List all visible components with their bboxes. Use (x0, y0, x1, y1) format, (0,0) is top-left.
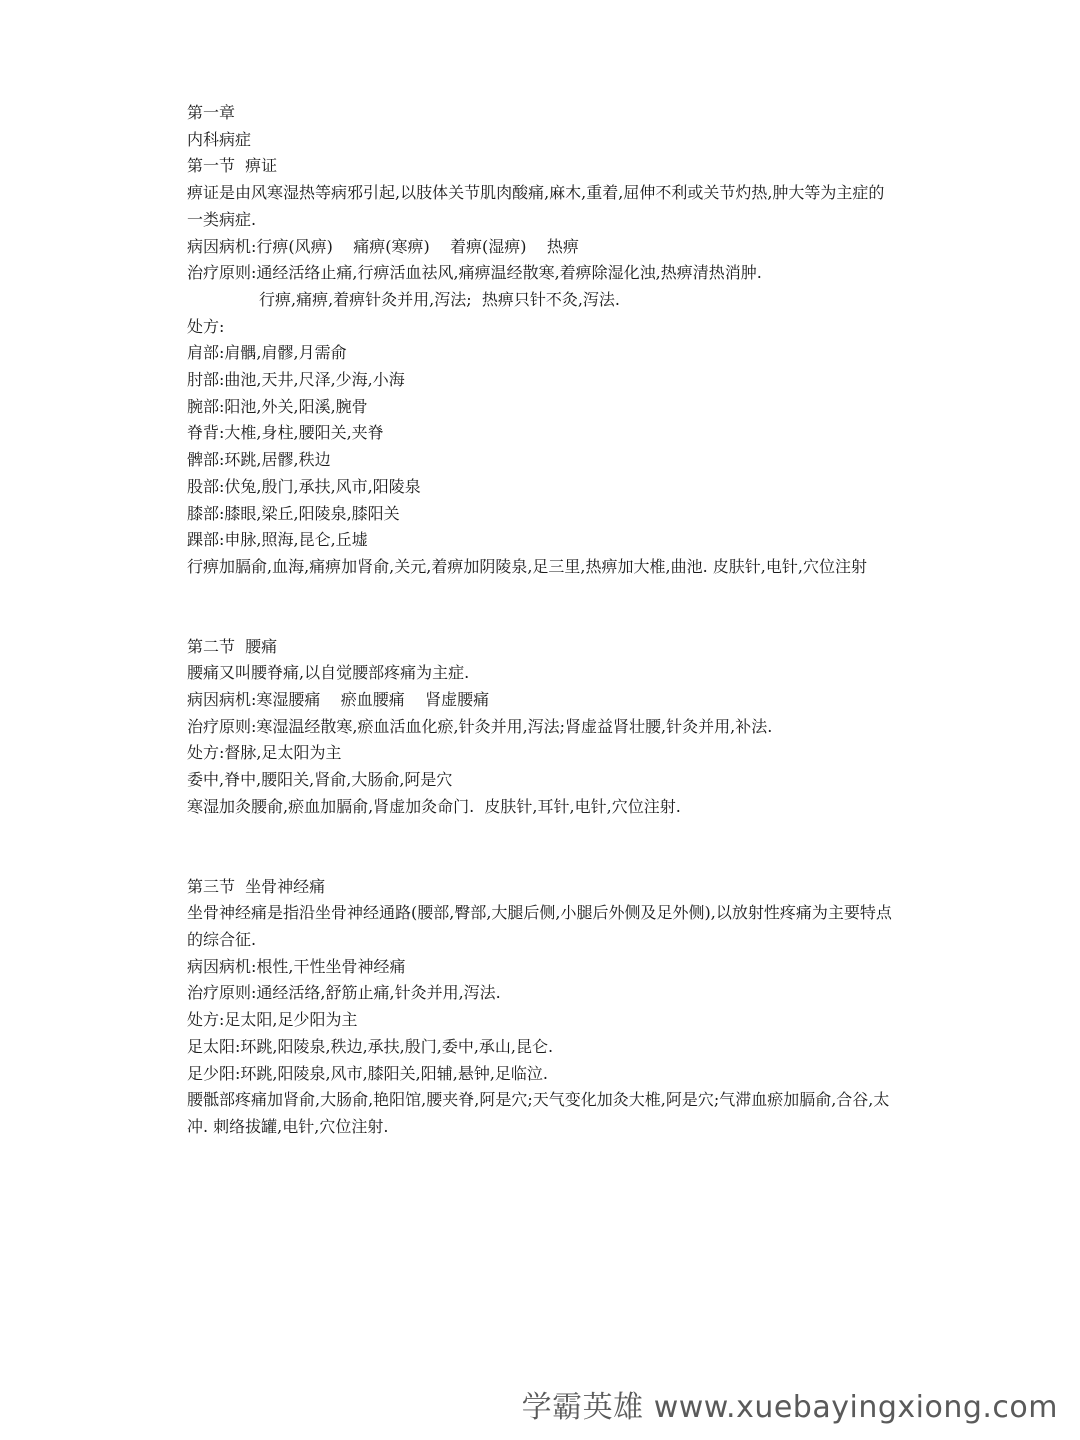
section-1-bi-syndrome (187, 153, 907, 580)
point-list-item: 脊背:大椎,身柱,腰阳关,夹脊 (187, 423, 384, 443)
section-3-prescription: 处方:足太阳,足少阳为主 (187, 1010, 358, 1030)
chapter-number: 第一章 (187, 103, 236, 122)
section-2-principle: 治疗原则:寒湿温经散寒,瘀血活血化瘀,针灸并用,泻法;肾虚益肾壮腰,针灸并用,补法. (187, 716, 773, 736)
section-3-principle: 治疗原则:通经活络,舒筋止痛,针灸并用,泻法. (187, 983, 501, 1003)
document-page (187, 100, 907, 1141)
section-1-heading: 第一节 痹证 (187, 156, 278, 176)
site-watermark: 学霸英雄 www.xuebayingxiong.com (521, 1390, 1058, 1425)
section-3-sciatica (187, 874, 907, 1141)
point-list-item: 踝部:申脉,照海,昆仑,丘墟 (187, 530, 368, 550)
section-2-heading: 第二节 腰痛 (187, 636, 278, 656)
section-1-principle-cont: 行痹,痛痹,着痹针灸并用,泻法; 热痹只针不灸,泻法. (259, 289, 620, 309)
point-list-item: 足太阳:环跳,阳陵泉,秩边,承扶,殷门,委中,承山,昆仑. (187, 1036, 554, 1056)
point-list-item: 股部:伏兔,殷门,承扶,风市,阳陵泉 (187, 476, 421, 496)
chapter-title: 内科病症 (187, 129, 252, 149)
section-1-additions: 行痹加膈俞,血海,痛痹加肾俞,关元,着痹加阴陵泉,足三里,热痹加大椎,曲池. 皮肤针,电针,穴位注射 (187, 556, 867, 576)
section-2-lumbago (187, 634, 907, 821)
section-2-prescription: 处方:督脉,足太阳为主 (187, 743, 342, 763)
section-3-definition: 坐骨神经痛是指沿坐骨神经通路(腰部,臀部,大腿后侧,小腿后外侧及足外侧),以放射性疼痛为主要特点的综合征. (187, 903, 892, 949)
point-list-item: 肩部:肩髃,肩髎,月需俞 (187, 343, 347, 363)
section-spacer (187, 821, 907, 874)
section-1-prescription-label: 处方: (187, 316, 225, 336)
point-list-item: 腕部:阳池,外关,阳溪,腕骨 (187, 396, 368, 416)
section-3-etiology: 病因病机:根性,干性坐骨神经痛 (187, 956, 406, 976)
section-2-etiology: 病因病机:寒湿腰痛 瘀血腰痛 肾虚腰痛 (187, 690, 490, 710)
section-2-definition: 腰痛又叫腰脊痛,以自觉腰部疼痛为主症. (187, 663, 470, 683)
section-2-additions: 寒湿加灸腰俞,瘀血加膈俞,肾虚加灸命门. 皮肤针,耳针,电针,穴位注射. (187, 796, 681, 816)
point-list-item: 髀部:环跳,居髎,秩边 (187, 450, 331, 470)
section-1-definition: 痹证是由风寒湿热等病邪引起,以肢体关节肌肉酸痛,麻木,重着,屈伸不利或关节灼热,肿大等为主症的一类病症. (187, 183, 885, 229)
section-spacer (187, 581, 907, 634)
point-list-item: 膝部:膝眼,梁丘,阳陵泉,膝阳关 (187, 503, 400, 523)
section-1-etiology: 病因病机:行痹(风痹) 痛痹(寒痹) 着痹(湿痹) 热痹 (187, 236, 579, 256)
section-3-additions: 腰骶部疼痛加肾俞,大肠俞,艳阳馆,腰夹脊,阿是穴;天气变化加灸大椎,阿是穴;气滞血瘀加膈俞,合谷,太冲. 刺络拔罐,电针,穴位注射. (187, 1090, 890, 1136)
point-list-item: 肘部:曲池,天井,尺泽,少海,小海 (187, 370, 405, 390)
section-2-points: 委中,脊中,腰阳关,肾俞,大肠俞,阿是穴 (187, 770, 453, 790)
point-list-item: 足少阳:环跳,阳陵泉,风市,膝阳关,阳辅,悬钟,足临泣. (187, 1063, 548, 1083)
section-3-heading: 第三节 坐骨神经痛 (187, 876, 326, 896)
section-1-principle: 治疗原则:通经活络止痛,行痹活血祛风,痛痹温经散寒,着痹除湿化浊,热痹清热消肿. (187, 263, 762, 283)
